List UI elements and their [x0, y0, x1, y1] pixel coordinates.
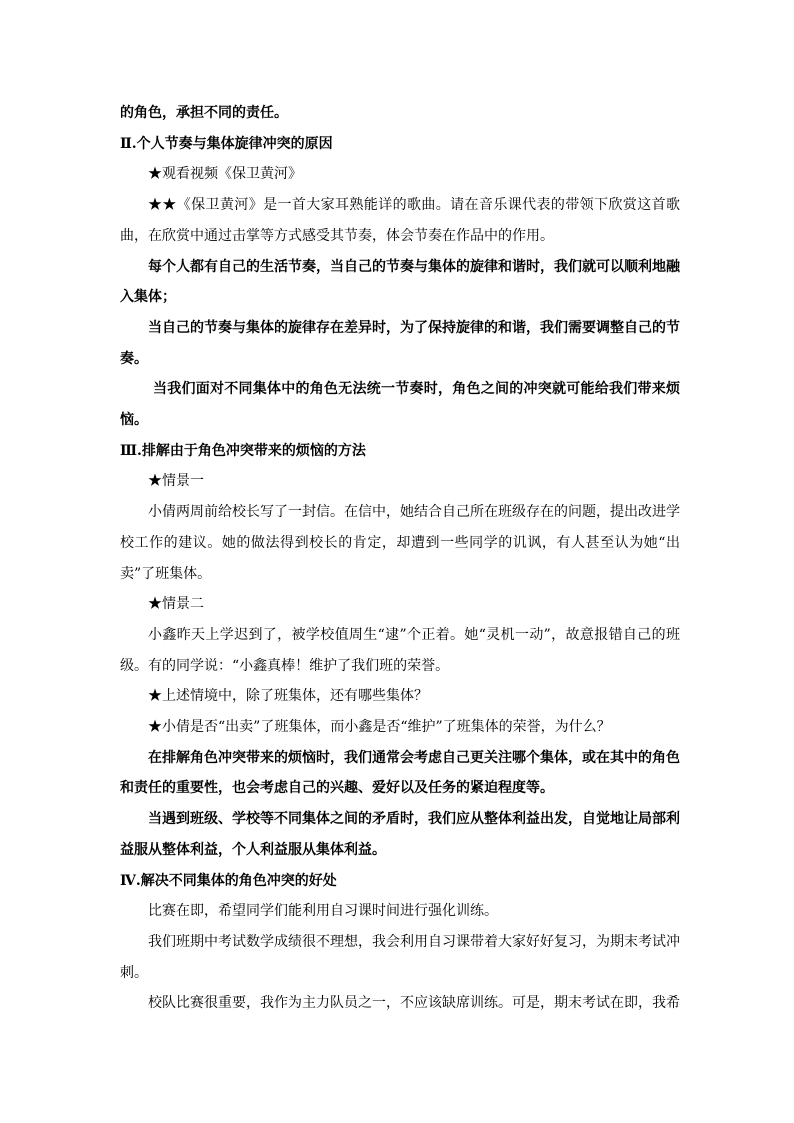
section-heading-2: Ⅱ.个人节奏与集体旋律冲突的原因	[120, 135, 333, 152]
paragraph: ★★《保卫黄河》是一首大家耳熟能详的歌曲。请在音乐课代表的带领下欣赏这首歌曲，在欣赏中通过击掌等方式感受其节奏，体会节奏在作品中的作用。	[120, 197, 680, 244]
paragraph: ★情景二	[148, 596, 204, 613]
paragraph: 在排解角色冲突带来的烦恼时，我们通常会考虑自己更关注哪个集体，或在其中的角色和责任的重要性，也会考虑自己的兴趣、爱好以及任务的紧迫程度等。	[120, 749, 680, 797]
paragraph: ★上述情境中，除了班集体，还有哪些集体？	[148, 688, 428, 705]
paragraph: 我们班期中考试数学成绩很不理想，我会利用自习课带着大家好好复习，为期末考试冲刺。	[120, 933, 680, 981]
paragraph: 当遇到班级、学校等不同集体之间的矛盾时，我们应从整体利益出发，自觉地让局部利益服从整体利益，个人利益服从集体利益。	[120, 811, 680, 858]
paragraph: 小倩两周前给校长写了一封信。在信中，她结合自己所在班级存在的问题，提出改进学校工作的建议。她的做法得到校长的肯定，却遭到一些同学的讥讽，有人甚至认为她“出卖”了班集体。	[120, 504, 680, 582]
paragraph: 每个人都有自己的生活节奏，当自己的节奏与集体的旋律和谐时，我们就可以顺利地融入集体；	[120, 258, 680, 306]
paragraph: ★小倩是否“出卖”了班集体，而小鑫是否“维护”了班集体的荣誉，为什么？	[148, 719, 611, 736]
section-heading-4: Ⅳ.解决不同集体的角色冲突的好处	[120, 872, 337, 889]
paragraph: 的角色，承担不同的责任。	[120, 105, 288, 121]
paragraph: 当自己的节奏与集体的旋律存在差异时，为了保持旋律的和谐，我们需要调整自己的节奏。	[120, 319, 680, 367]
paragraph: ★观看视频《保卫黄河》	[148, 166, 302, 183]
section-heading-3: Ⅲ.排解由于角色冲突带来的烦恼的方法	[120, 442, 366, 459]
paragraph: 比赛在即，希望同学们能利用自习课时间进行强化训练。	[148, 903, 498, 920]
document-page	[120, 98, 680, 1019]
paragraph: ★情景一	[148, 473, 204, 490]
paragraph: 校队比赛很重要，我作为主力队员之一，不应该缺席训练。可是，期末考试在即，我希	[148, 995, 680, 1012]
paragraph: 小鑫昨天上学迟到了，被学校值周生“逮”个正着。她“灵机一动”，故意报错自己的班级。有的同学说：“小鑫真棒！维护了我们班的荣誉。	[120, 626, 680, 674]
paragraph: 当我们面对不同集体中的角色无法统一节奏时，角色之间的冲突就可能给我们带来烦恼。	[120, 381, 680, 429]
